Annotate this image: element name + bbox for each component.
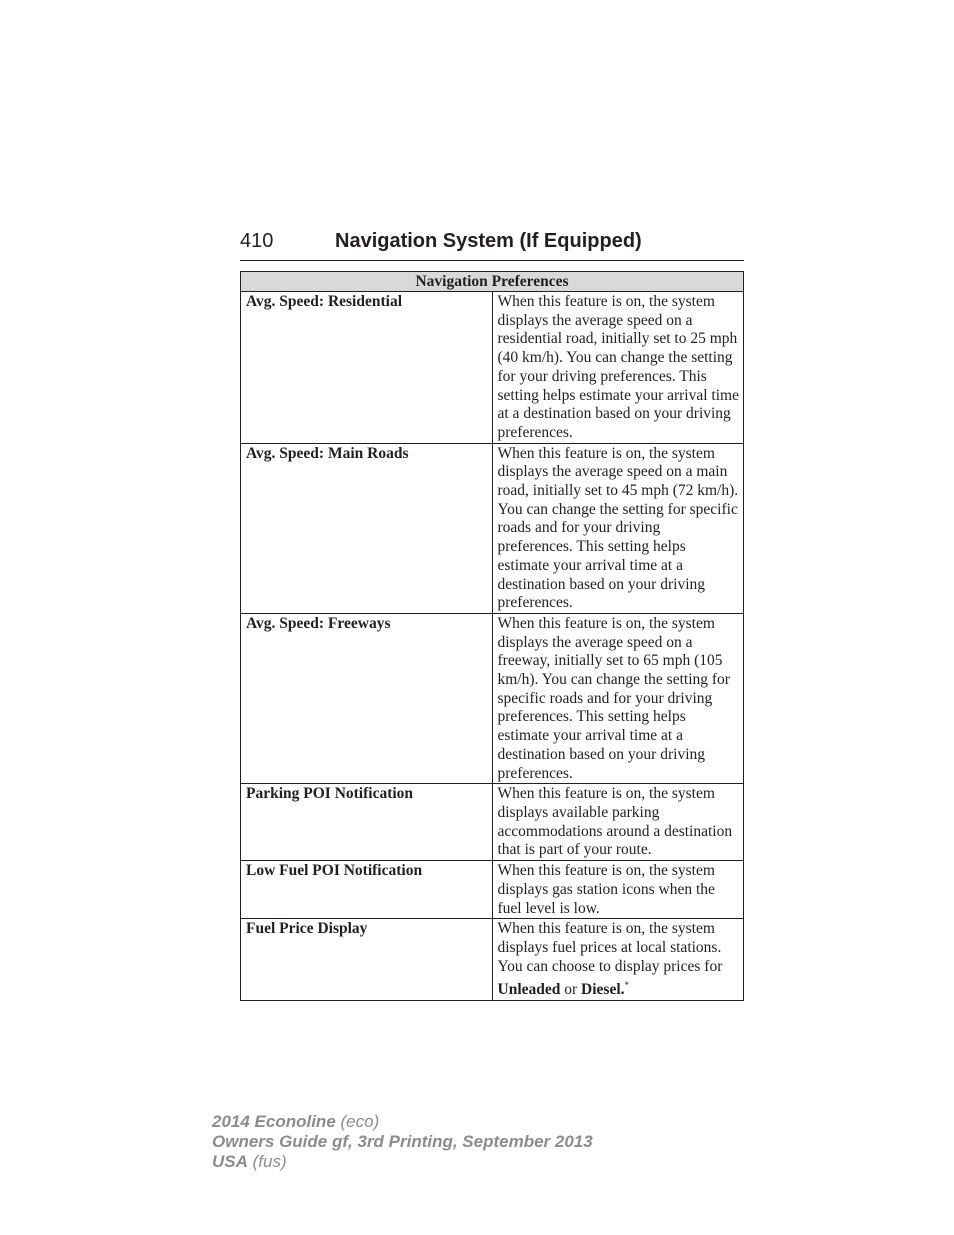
table-row (241, 443, 744, 613)
footer-model: 2014 Econoline (212, 1112, 336, 1131)
setting-name: Avg. Speed: Freeways (241, 613, 493, 783)
setting-description: When this feature is on, the system displays the average speed on a main road, initially set to 45 mph (72 km/h). You can change the setting for specific roads and for your driving preferences. This setting helps estimate your arrival time at a destination based on your driving preferences. (492, 443, 744, 613)
footer-market: USA (212, 1152, 248, 1171)
document-footer (212, 1112, 593, 1172)
table-row (241, 861, 744, 919)
footer-market-code: (fus) (247, 1152, 287, 1171)
setting-name: Fuel Price Display (241, 919, 493, 1001)
footnote-mark: * (624, 980, 630, 991)
table-row (241, 919, 744, 1001)
footer-line-guide (212, 1132, 593, 1152)
option-diesel: Diesel. (581, 981, 625, 999)
option-unleaded: Unleaded (497, 981, 561, 999)
setting-description: When this feature is on, the system displays the average speed on a residential road, initially set to 25 mph (40 km/h). You can change the setting for your driving preferences. This setting helps estimate your arrival time at a destination based on your driving preferences. (492, 292, 744, 444)
setting-name: Parking POI Notification (241, 784, 493, 861)
option-joiner: or (560, 981, 582, 999)
description-text: When this feature is on, the system displays fuel prices at local stations. You can choose to display prices for (497, 920, 723, 975)
table-row (241, 292, 744, 444)
setting-description: When this feature is on, the system displays available parking accommodations around a destination that is part of your route. (492, 784, 744, 861)
setting-description (492, 919, 744, 1001)
setting-description: When this feature is on, the system displays the average speed on a freeway, initially set to 65 mph (105 km/h). You can change the setting for specific roads and for your driving preferences. This setting helps estimate your arrival time at a destination based on your driving preferences. (492, 613, 744, 783)
table-row (241, 613, 744, 783)
setting-name: Low Fuel POI Notification (241, 861, 493, 919)
setting-name: Avg. Speed: Main Roads (241, 443, 493, 613)
page-header (240, 228, 744, 261)
footer-guide: Owners Guide gf, 3rd Printing, September 2013 (212, 1132, 593, 1151)
table-row (241, 784, 744, 861)
setting-name: Avg. Speed: Residential (241, 292, 493, 444)
footer-model-code: (eco) (335, 1112, 380, 1131)
page-number: 410 (240, 230, 274, 252)
footer-line-market (212, 1152, 593, 1172)
page-title: Navigation System (If Equipped) (335, 230, 642, 252)
table-header-row (241, 272, 744, 292)
setting-description: When this feature is on, the system displays gas station icons when the fuel level is low. (492, 861, 744, 919)
table-caption: Navigation Preferences (241, 272, 744, 292)
navigation-preferences-table (240, 271, 744, 1001)
footer-line-model (212, 1112, 593, 1132)
